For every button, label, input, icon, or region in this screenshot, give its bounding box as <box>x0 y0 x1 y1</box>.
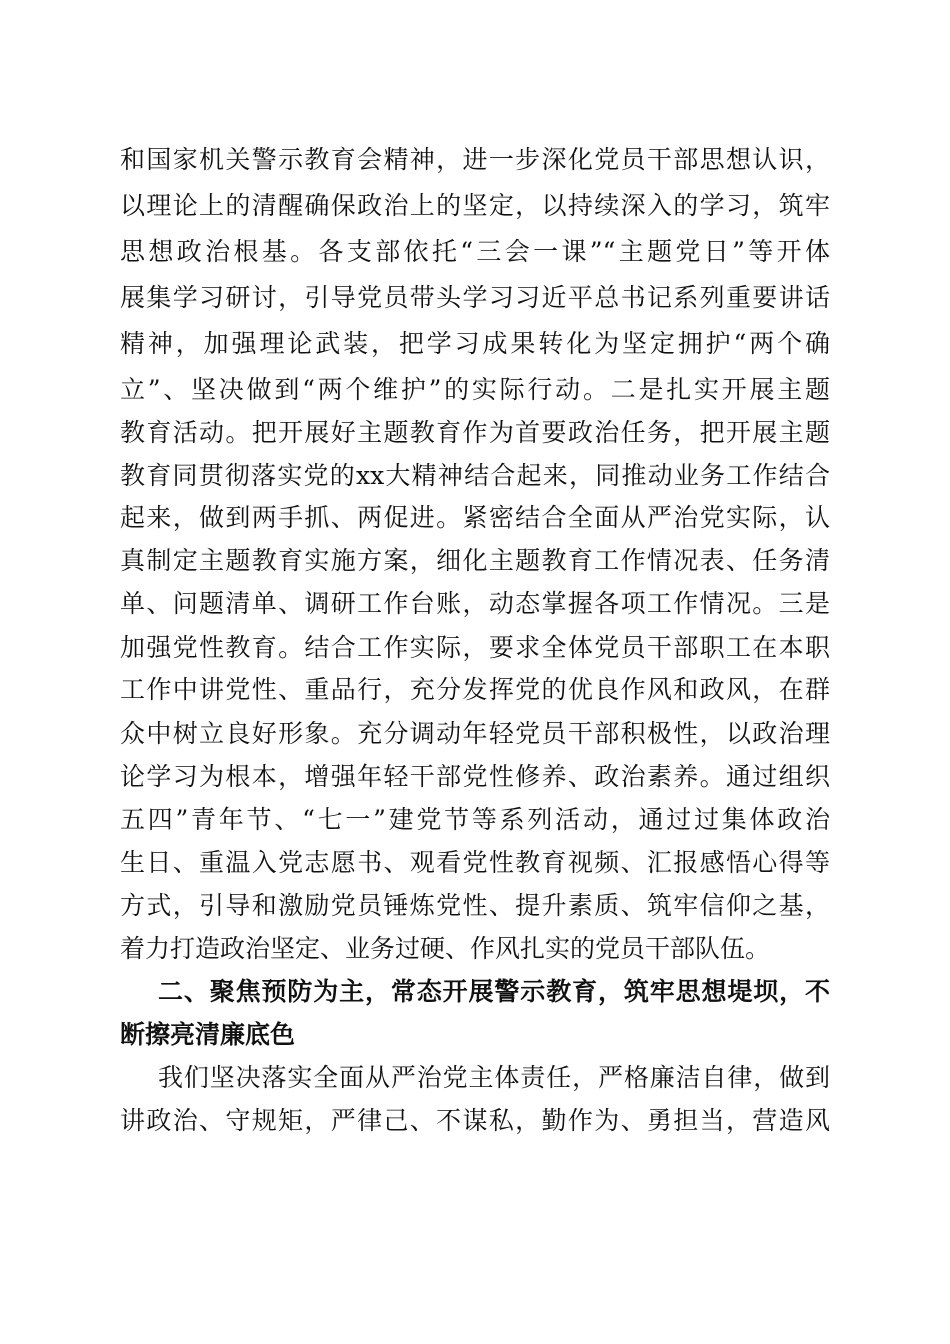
body-line: 立”、坚决做到“两个维护”的实际行动。二是扎实开展主题 <box>120 375 830 404</box>
body-line: 着力打造政治坚定、业务过硬、作风扎实的党员干部队伍。 <box>120 934 771 963</box>
body-line: 真制定主题教育实施方案，细化主题教育工作情况表、任务清 <box>120 546 830 575</box>
body-line: 论学习为根本，增强年轻干部党性修养、政治素养。通过组织 <box>120 762 830 791</box>
body-line: 众中树立良好形象。充分调动年轻党员干部积极性，以政治理 <box>120 719 830 748</box>
section-heading: 断擦亮清廉底色 <box>120 1020 296 1049</box>
body-line: 精神，加强理论武装，把学习成果转化为坚定拥护“两个确 <box>120 329 830 358</box>
body-line: 工作中讲党性、重品行，充分发挥党的优良作风和政风，在群 <box>120 675 830 704</box>
body-line: 以理论上的清醒确保政治上的坚定，以持续深入的学习，筑牢 <box>120 191 830 220</box>
section-heading: 二、聚焦预防为主，常态开展警示教育，筑牢思想堤坝，不 <box>158 977 830 1006</box>
body-line: 起来，做到两手抓、两促进。紧密结合全面从严治党实际，认 <box>120 503 830 532</box>
body-line: 五四”青年节、“七一”建党节等系列活动，通过过集体政治 <box>120 805 830 834</box>
body-line: 展集学习研讨，引导党员带头学习习近平总书记系列重要讲话 <box>120 283 830 312</box>
body-line: 教育同贯彻落实党的xx大精神结合起来，同推动业务工作结合 <box>120 461 830 490</box>
body-line: 和国家机关警示教育会精神，进一步深化党员干部思想认识， <box>120 145 830 174</box>
body-line: 单、问题清单、调研工作台账，动态掌握各项工作情况。三是 <box>120 589 830 618</box>
body-line: 思想政治根基。各支部依托“三会一课”“主题党日”等开体 <box>120 237 830 266</box>
body-line: 教育活动。把开展好主题教育作为首要政治任务，把开展主题 <box>120 418 830 447</box>
body-line: 加强党性教育。结合工作实际，要求全体党员干部职工在本职 <box>120 633 830 662</box>
body-line: 方式，引导和激励党员锤炼党性、提升素质、筑牢信仰之基， <box>120 891 830 920</box>
body-line: 生日、重温入党志愿书、观看党性教育视频、汇报感悟心得等 <box>120 848 830 877</box>
body-line: 我们坚决落实全面从严治党主体责任，严格廉洁自律，做到 <box>158 1063 830 1092</box>
body-line: 讲政治、守规矩，严律己、不谋私，勤作为、勇担当，营造风 <box>120 1106 830 1135</box>
